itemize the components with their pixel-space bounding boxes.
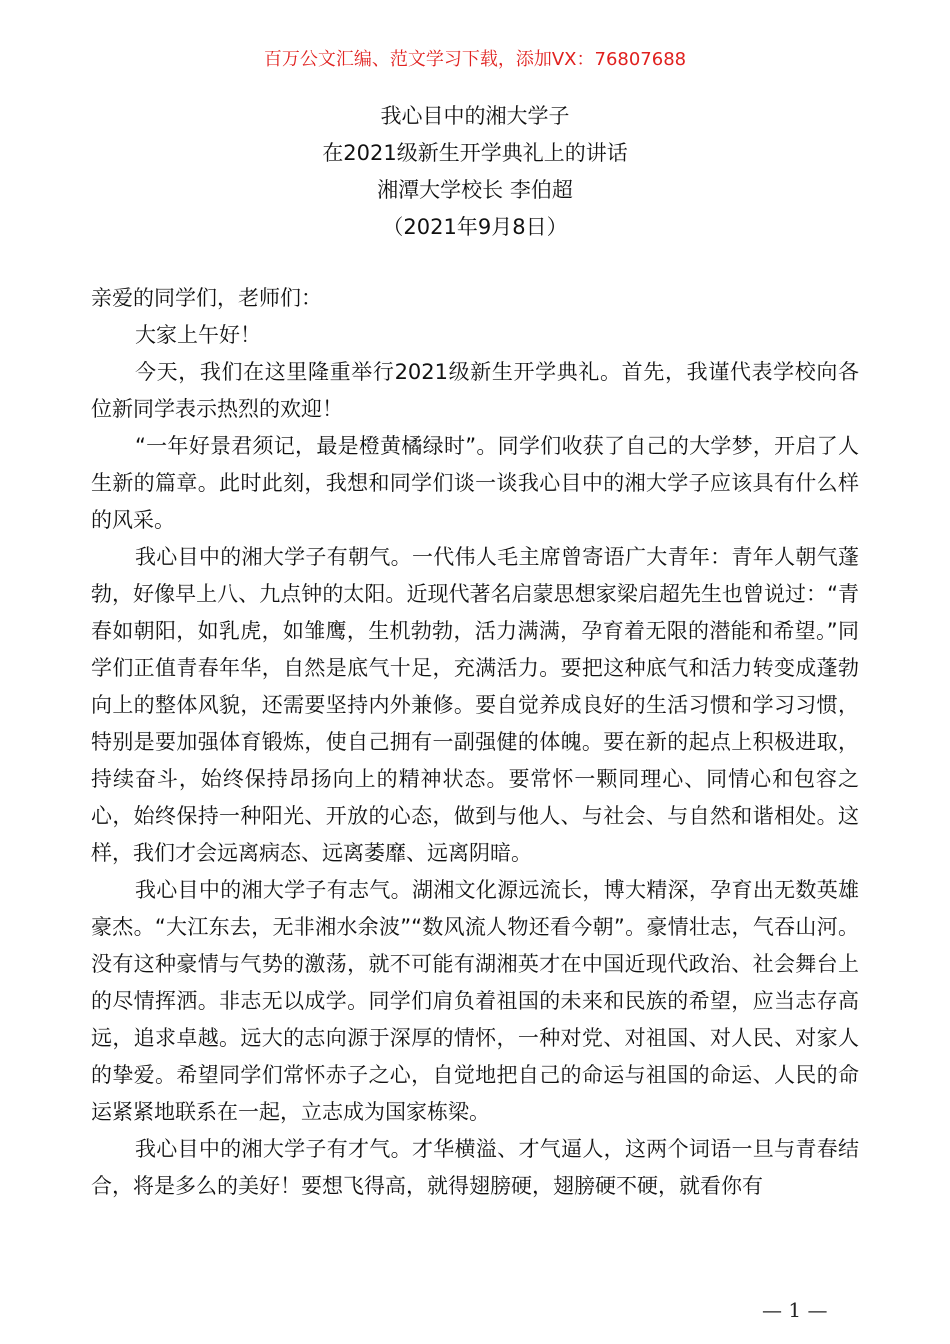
watermark-banner: 百万公文汇编、范文学习下载，添加VX：76807688 (263, 49, 687, 70)
paragraph: 大家上午好！ (135, 323, 261, 347)
salutation: 亲爱的同学们，老师们： (91, 286, 322, 310)
paragraph: 我心目中的湘大学子有志气。湖湘文化源远流长，博大精深，孕育出无数英雄豪杰。“大江东去，无非湘水余波”“数风流人物还看今朝”。豪情壮志，气吞山河。没有这种豪情与气势的激荡，就不可能有湖湘英才在中国近现代政治、社会舞台上的尽情挥洒。非志无以成学。同学们肩负着祖国的未来和民族的希望，应当志存高远，追求卓越。远大的志向源于深厚的情怀，一种对党、对祖国、对人民、对家人的挚爱。希望同学们常怀赤子之心，自觉地把自己的命运与祖国的命运、人民的命运紧紧地联系在一起，立志成为国家栋梁。 (91, 878, 859, 1124)
paragraph: “一年好景君须记，最是橙黄橘绿时”。同学们收获了自己的大学梦，开启了人生新的篇章。此时此刻，我想和同学们谈一谈我心目中的湘大学子应该具有什么样的风采。 (91, 434, 859, 532)
document-header (0, 98, 950, 246)
page-number: — 1 — (762, 1298, 828, 1322)
paragraph: 我心目中的湘大学子有朝气。一代伟人毛主席曾寄语广大青年：青年人朝气蓬勃，好像早上八、九点钟的太阳。近现代著名启蒙思想家梁启超先生也曾说过：“青春如朝阳，如乳虎，如雏鹰，生机勃勃，活力满满，孕育着无限的潜能和希望。”同学们正值青春年华，自然是底气十足，充满活力。要把这种底气和活力转变成蓬勃向上的整体风貌，还需要坚持内外兼修。要自觉养成良好的生活习惯和学习习惯，特别是要加强体育锻炼，使自己拥有一副强健的体魄。要在新的起点上积极进取，持续奋斗，始终保持昂扬向上的精神状态。要常怀一颗同理心、同情心和包容之心，始终保持一种阳光、开放的心态，做到与他人、与社会、与自然和谐相处。这样，我们才会远离病态、远离萎靡、远离阴暗。 (91, 545, 859, 865)
document-author: 湘潭大学校长 李伯超 (377, 178, 573, 202)
document-title: 我心目中的湘大学子 (380, 104, 570, 128)
document-subtitle: 在2021级新生开学典礼上的讲话 (322, 141, 628, 165)
paragraph: 今天，我们在这里隆重举行2021级新生开学典礼。首先，我谨代表学校向各位新同学表示热烈的欢迎！ (91, 360, 859, 421)
document-body (91, 280, 859, 1205)
paragraph: 我心目中的湘大学子有才气。才华横溢、才气逼人，这两个词语一旦与青春结合，将是多么的美好！要想飞得高，就得翅膀硬，翅膀硬不硬，就看你有 (91, 1137, 859, 1198)
document-date: （2021年9月8日） (382, 215, 568, 239)
